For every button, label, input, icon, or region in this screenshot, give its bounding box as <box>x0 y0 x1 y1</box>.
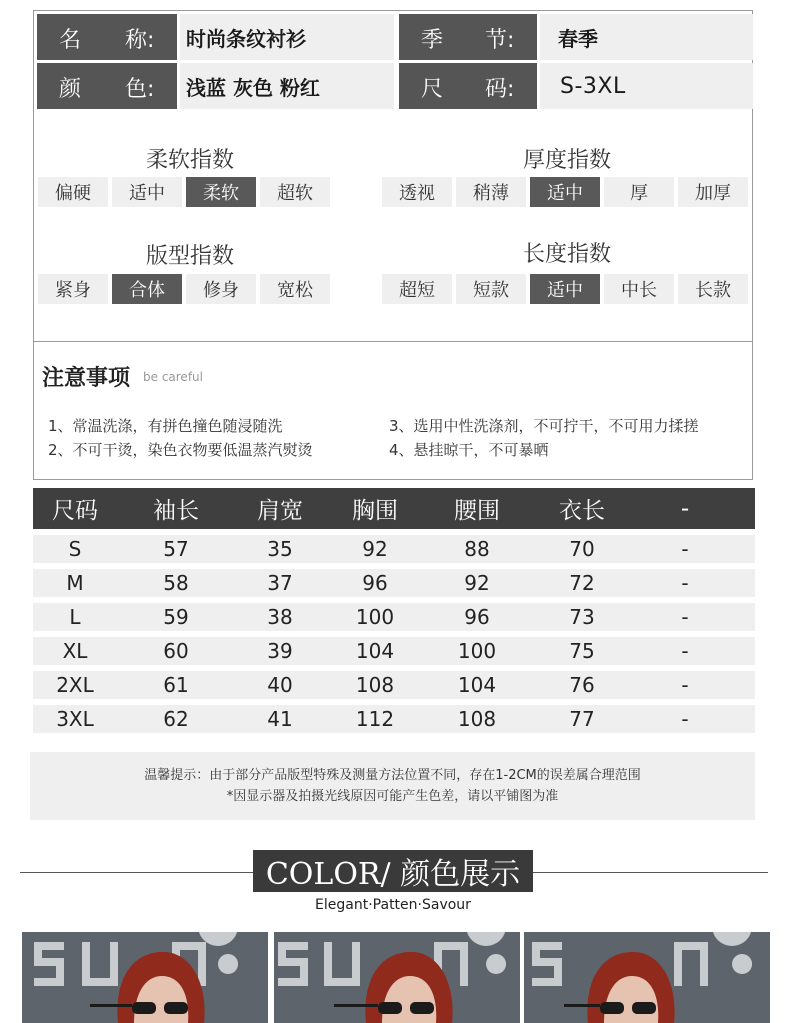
table-cell: 35 <box>267 537 293 561</box>
length-option-selected: 适中 <box>530 274 600 304</box>
header-cell-waist: 腰围 <box>454 498 500 524</box>
table-cell: 59 <box>163 605 189 629</box>
table-cell: 58 <box>163 571 189 595</box>
thickness-option: 加厚 <box>678 177 748 207</box>
product-info-box <box>33 10 753 480</box>
table-cell: 104 <box>355 639 395 663</box>
table-row <box>33 705 755 733</box>
section-divider <box>34 341 752 342</box>
table-cell: 3XL <box>56 707 94 731</box>
thickness-option: 厚 <box>604 177 674 207</box>
thickness-index-options <box>382 177 748 207</box>
banner-rule-left <box>20 872 253 873</box>
table-cell: - <box>681 639 689 663</box>
table-cell: 62 <box>163 707 189 731</box>
table-cell: 92 <box>362 537 388 561</box>
table-cell: S <box>68 537 82 561</box>
softness-index-options <box>38 177 330 207</box>
banner-rule-right <box>533 872 768 873</box>
thickness-index-title: 厚度指数 <box>523 148 612 173</box>
table-cell: 70 <box>569 537 595 561</box>
color-label-2: 色: <box>125 77 155 102</box>
notes-subtitle: be careful <box>143 370 203 384</box>
table-cell: 76 <box>569 673 595 697</box>
color-section-subtitle: Elegant·Patten·Savour <box>315 897 471 913</box>
table-cell: - <box>681 707 689 731</box>
care-note: 1、常温洗涤，有拼色撞色随浸随洗 <box>48 417 283 435</box>
fit-option: 宽松 <box>260 274 330 304</box>
table-cell: 73 <box>569 605 595 629</box>
table-cell: M <box>66 571 84 595</box>
table-row <box>33 637 755 665</box>
name-value: 时尚条纹衬衫 <box>180 14 394 60</box>
softness-index-title: 柔软指数 <box>146 148 235 173</box>
table-row <box>33 603 755 631</box>
table-cell: 96 <box>362 571 388 595</box>
season-label-2: 节: <box>485 28 515 53</box>
length-option: 中长 <box>604 274 674 304</box>
notes-title: 注意事项 <box>42 366 131 391</box>
table-cell: 92 <box>464 571 490 595</box>
table-cell: 37 <box>267 571 293 595</box>
table-row <box>33 569 755 597</box>
length-index-options <box>382 274 748 304</box>
table-row <box>33 535 755 563</box>
table-cell: 72 <box>569 571 595 595</box>
table-cell: 112 <box>355 707 395 731</box>
table-row <box>33 671 755 699</box>
table-cell: 104 <box>457 673 497 697</box>
model-photo-illustration <box>274 932 520 1023</box>
length-option: 超短 <box>382 274 452 304</box>
fit-option-selected: 合体 <box>112 274 182 304</box>
tip-line-2: *因显示器及拍摄光线原因可能产生色差，请以平铺图为准 <box>226 789 559 804</box>
season-label-cell <box>399 14 537 60</box>
product-photo <box>22 932 268 1023</box>
color-value: 浅蓝 灰色 粉红 <box>180 63 394 109</box>
softness-option: 超软 <box>260 177 330 207</box>
info-row-color-size <box>37 63 753 109</box>
measurement-tip <box>30 752 755 820</box>
table-cell: 40 <box>267 673 293 697</box>
care-note: 2、不可干烫，染色衣物要低温蒸汽熨烫 <box>48 441 313 459</box>
softness-option: 适中 <box>112 177 182 207</box>
season-label: 季 <box>421 28 444 53</box>
table-cell: 41 <box>267 707 293 731</box>
info-row-name-season <box>37 14 753 60</box>
table-cell: 100 <box>355 605 395 629</box>
care-note: 3、选用中性洗涤剂，不可拧干，不可用力揉搓 <box>389 417 699 435</box>
softness-option: 偏硬 <box>38 177 108 207</box>
softness-option-selected: 柔软 <box>186 177 256 207</box>
fit-option: 修身 <box>186 274 256 304</box>
header-cell-length: 衣长 <box>559 498 605 524</box>
table-cell: XL <box>62 639 88 663</box>
model-photo-illustration <box>22 932 268 1023</box>
table-cell: 108 <box>355 673 395 697</box>
table-cell: 77 <box>569 707 595 731</box>
table-cell: - <box>681 605 689 629</box>
table-cell: 2XL <box>56 673 94 697</box>
tip-line-1: 温馨提示：由于部分产品版型特殊及测量方法位置不同，存在1-2CM的误差属合理范围 <box>144 768 641 783</box>
size-table <box>33 488 755 733</box>
size-value: S-3XL <box>540 63 753 109</box>
header-cell-extra: - <box>680 495 690 522</box>
name-label-cell <box>37 14 177 60</box>
thickness-option: 稍薄 <box>456 177 526 207</box>
table-cell: - <box>681 571 689 595</box>
table-cell: 88 <box>464 537 490 561</box>
header-cell-chest: 胸围 <box>352 498 398 524</box>
table-cell: 57 <box>163 537 189 561</box>
thickness-option: 透视 <box>382 177 452 207</box>
care-note: 4、悬挂晾干，不可暴晒 <box>389 441 549 459</box>
name-label: 名 <box>59 28 82 53</box>
product-photo <box>524 932 770 1023</box>
fit-option: 紧身 <box>38 274 108 304</box>
table-cell: 96 <box>464 605 490 629</box>
table-cell: L <box>69 605 81 629</box>
table-cell: 60 <box>163 639 189 663</box>
fit-index-options <box>38 274 330 304</box>
length-index-title: 长度指数 <box>523 242 612 267</box>
name-label-2: 称: <box>125 28 155 53</box>
color-label: 颜 <box>59 77 82 102</box>
thickness-option-selected: 适中 <box>530 177 600 207</box>
color-label-cell <box>37 63 177 109</box>
size-label-2: 码: <box>485 77 515 102</box>
length-option: 短款 <box>456 274 526 304</box>
table-cell: 75 <box>569 639 595 663</box>
product-photo <box>274 932 520 1023</box>
size-table-header <box>33 488 755 529</box>
table-cell: 39 <box>267 639 293 663</box>
color-section-title: COLOR/ 颜色展示 <box>253 850 533 892</box>
header-cell-sleeve: 袖长 <box>153 498 199 524</box>
model-photo-illustration <box>524 932 770 1023</box>
header-cell-size: 尺码 <box>52 498 98 524</box>
season-value: 春季 <box>540 14 753 60</box>
header-cell-shoulder: 肩宽 <box>257 498 303 524</box>
size-label-cell <box>399 63 537 109</box>
size-label: 尺 <box>421 77 444 102</box>
table-cell: 108 <box>457 707 497 731</box>
table-cell: 100 <box>457 639 497 663</box>
table-cell: - <box>681 537 689 561</box>
length-option: 长款 <box>678 274 748 304</box>
fit-index-title: 版型指数 <box>146 244 235 269</box>
table-cell: - <box>681 673 689 697</box>
table-cell: 61 <box>163 673 189 697</box>
table-cell: 38 <box>267 605 293 629</box>
